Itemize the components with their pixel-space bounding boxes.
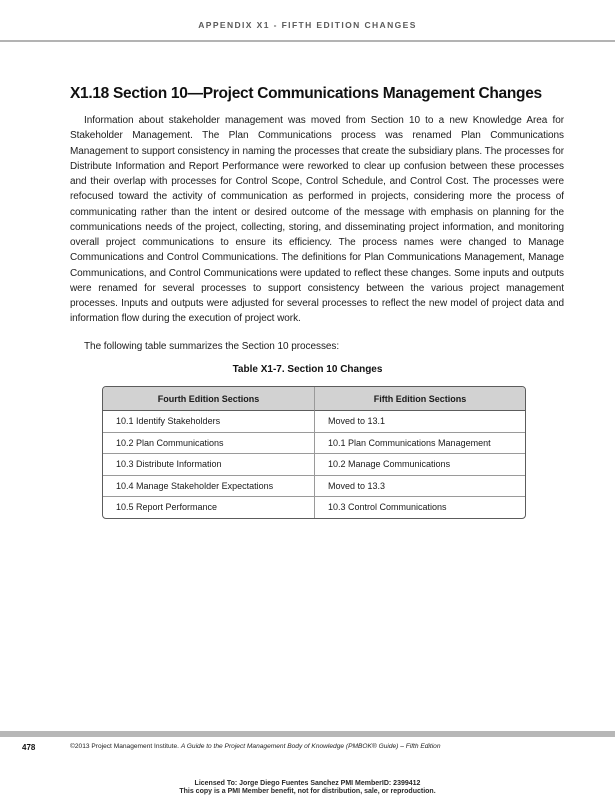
page-number: 478 [22,743,36,752]
section-changes-table [102,386,526,519]
table-cell: 10.2 Plan Communications [103,433,315,455]
header-rule [0,40,615,42]
column-header-fifth-edition: Fifth Edition Sections [315,387,525,411]
table-cell: Moved to 13.1 [315,411,525,433]
table-cell: 10.3 Distribute Information [103,454,315,476]
table-row [103,454,525,476]
table-cell: Moved to 13.3 [315,476,525,498]
table-row [103,411,525,433]
table-row [103,497,525,518]
table-row [103,476,525,498]
header-title: APPENDIX X1 - FIFTH EDITION CHANGES [198,20,417,30]
table-header-row [103,387,525,411]
running-header [0,0,615,42]
column-header-fourth-edition: Fourth Edition Sections [103,387,315,411]
table-intro-paragraph: The following table summarizes the Section 10 processes: [84,341,340,352]
footer-copyright: ©2013 Project Management Institute. [70,743,179,750]
table-cell: 10.1 Plan Communications Management [315,433,525,455]
table-caption: Table X1-7. Section 10 Changes [232,364,383,375]
footer-book-title: A Guide to the Project Management Body of Knowledge (PMBOK® Guide) – Fifth Edition [180,743,441,750]
footer-citation [70,743,441,750]
table-cell: 10.3 Control Communications [328,502,447,513]
body-paragraph: Information about stakeholder management was moved from Section 10 to a new Knowledge Area for Stakeholder Management. The Plan Communications process was renamed Plan Communications Management to support consistency in naming the processes that create the subsidiary plans. The processes for Distribute Information and Report Performance were reworked to clear up confusion between these processes and their overlap with processes for Control Scope, Control Schedule, and Control Cost. The processes were refocused toward the activity of communication as performed in projects, considering more the process of communicating rather than the intent or desired outcome of the message with emphasis on planning for the communications needs of the project, collecting, storing, and disseminating project information, and monitoring overall project communications to ensure its efficiency. The process names were changed to Manage Communications and Control Communications. The definitions for Plan Communications Management, Manage Communications, and Control Communications were updated to reflect these changes. Some inputs and outputs were renamed for several processes to support consistency between the various project management processes. Inputs and outputs were adjusted for several processes to reflect the new model of project data and information flow during the execution of project work. [70,115,564,325]
footer-rule [0,731,615,737]
table-cell: 10.5 Report Performance [103,497,315,518]
table-row [103,433,525,455]
license-line: Licensed To: Jorge Diego Fuentes Sanchez PMI MemberID: 2399412 [194,780,421,787]
table-cell: 10.2 Manage Communications [315,454,525,476]
license-line: This copy is a PMI Member benefit, not for distribution, sale, or reproduction. [179,788,436,795]
table-cell: 10.1 Identify Stakeholders [103,411,315,433]
license-notice [0,780,615,796]
section-title: X1.18 Section 10—Project Communications Management Changes [70,85,542,102]
table-cell: 10.4 Manage Stakeholder Expectations [103,476,315,498]
